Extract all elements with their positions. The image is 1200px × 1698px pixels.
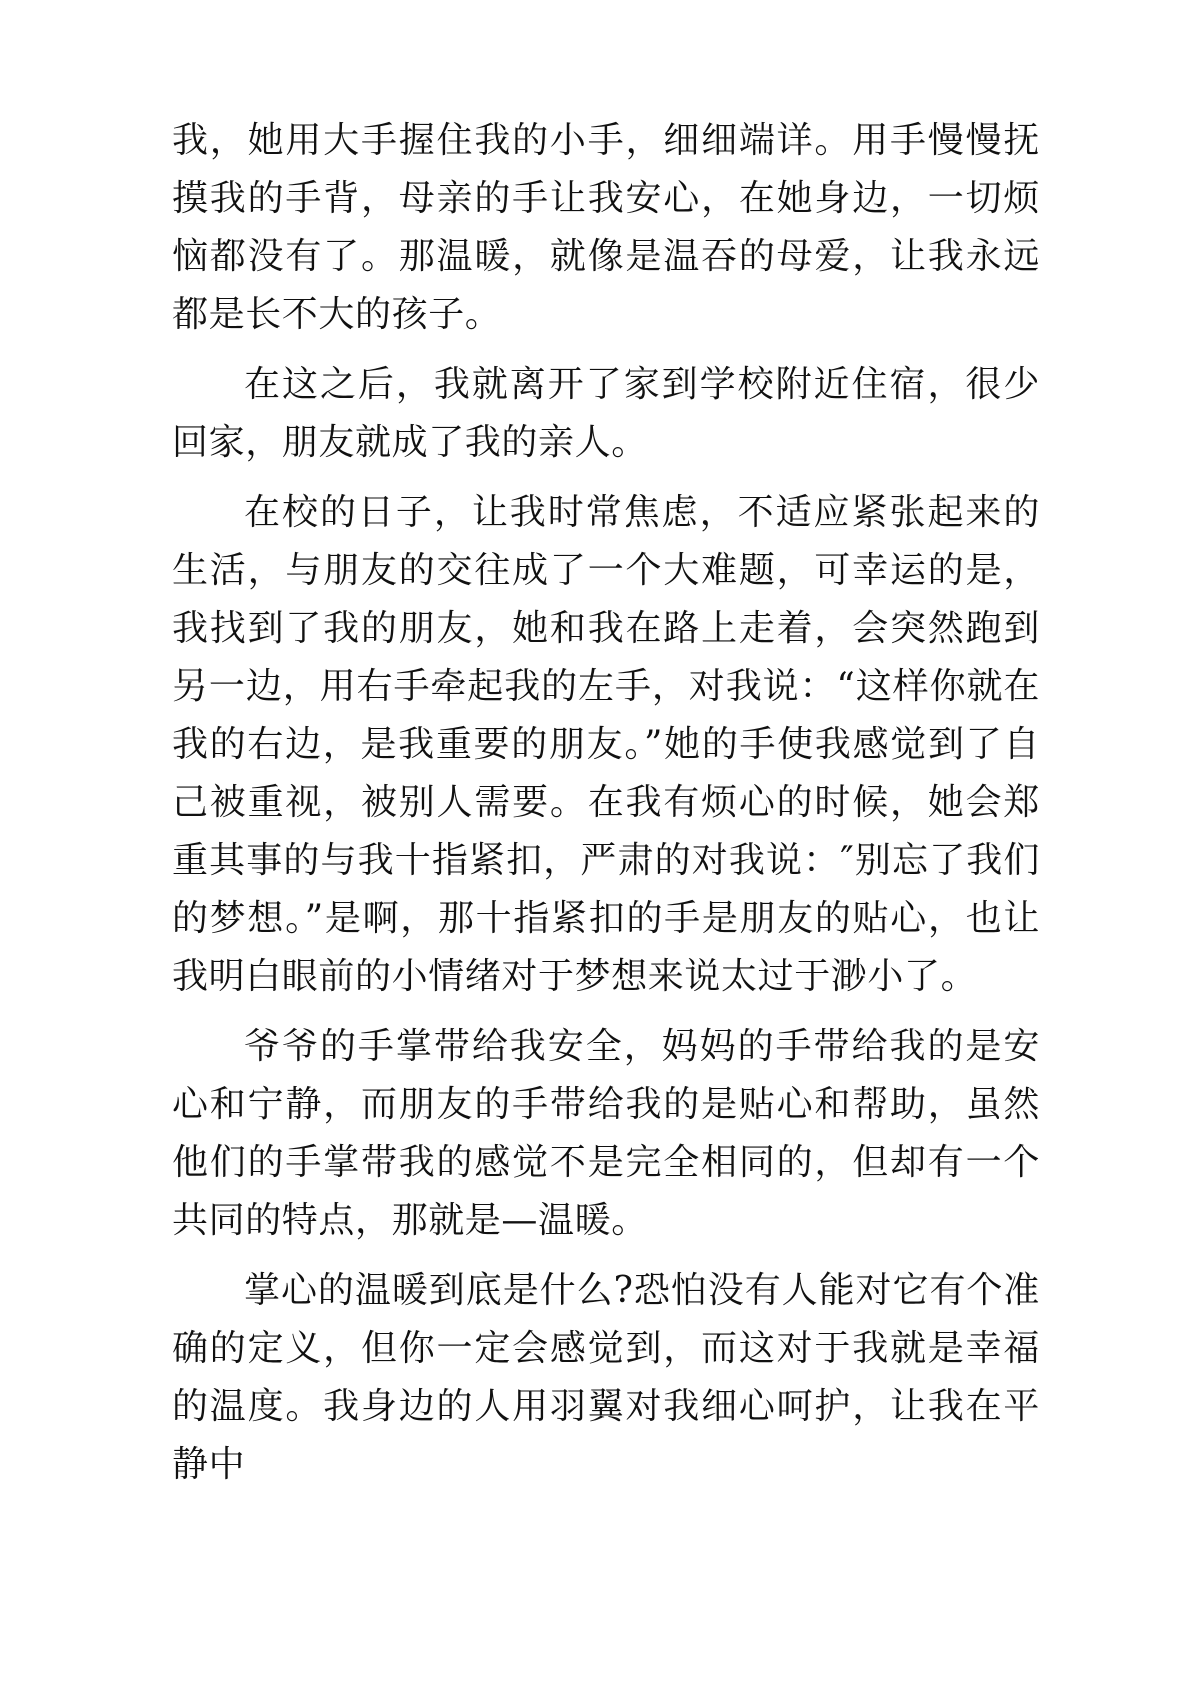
paragraph-4: 爷爷的手掌带给我安全，妈妈的手带给我的是安心和宁静，而朋友的手带给我的是贴心和帮助，虽然他们的手掌带我的感觉不是完全相同的，但却有一个共同的特点，那就是—温暖。 bbox=[172, 1026, 1040, 1241]
paragraph-1: 我，她用大手握住我的小手，细细端详。用手慢慢抚摸我的手背，母亲的手让我安心，在她身边，一切烦恼都没有了。那温暖，就像是温吞的母爱，让我永远都是长不大的孩子。 bbox=[172, 120, 1040, 335]
body-text bbox=[172, 112, 1040, 1506]
paragraph-2: 在这之后，我就离开了家到学校附近住宿，很少回家，朋友就成了我的亲人。 bbox=[172, 364, 1040, 463]
paragraph-5: 掌心的温暖到底是什么?恐怕没有人能对它有个准确的定义，但你一定会感觉到，而这对于我就是幸福的温度。我身边的人用羽翼对我细心呵护，让我在平静中 bbox=[172, 1270, 1040, 1485]
paragraph-3: 在校的日子，让我时常焦虑，不适应紧张起来的生活，与朋友的交往成了一个大难题，可幸运的是，我找到了我的朋友，她和我在路上走着，会突然跑到另一边，用右手牵起我的左手，对我说：“这样你就在我的右边，是我重要的朋友。”她的手使我感觉到了自己被重视，被别人需要。在我有烦心的时候，她会郑重其事的与我十指紧扣，严肃的对我说：″别忘了我们的梦想。”是啊，那十指紧扣的手是朋友的贴心，也让我明白眼前的小情绪对于梦想来说太过于渺小了。 bbox=[172, 492, 1040, 997]
